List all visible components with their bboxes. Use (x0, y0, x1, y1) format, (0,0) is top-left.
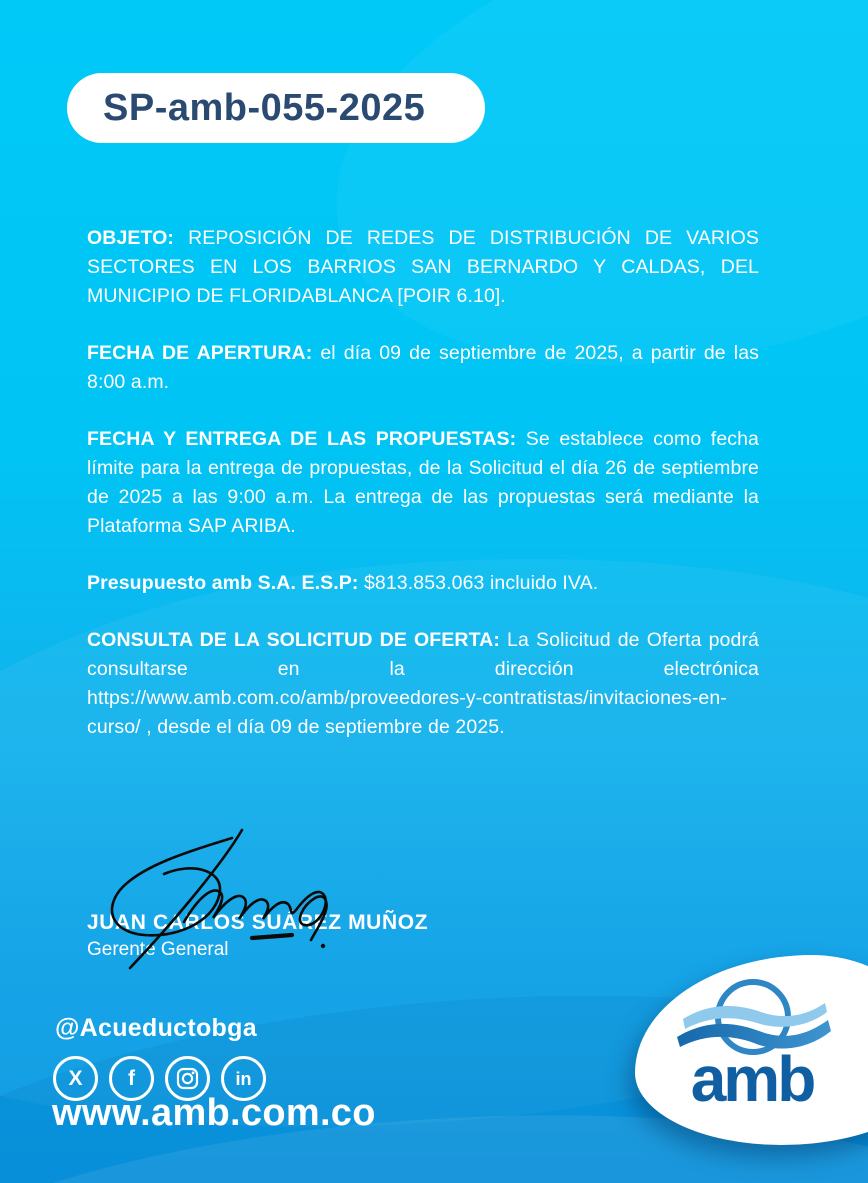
reference-badge (67, 73, 485, 143)
paragraph-label: FECHA DE APERTURA: (87, 342, 313, 364)
paragraph-label: Presupuesto amb S.A. E.S.P: (87, 572, 359, 594)
paragraph-text: La Solicitud de Oferta podrá consultarse en la dirección electrónica https://www.amb.com.co/amb/proveedores-y-contratistas/invitaciones-en-curso/ , desde el día 09 de septiembre de 2025. (87, 629, 759, 738)
paragraph-fecha-apertura (87, 339, 759, 397)
announcement-body (87, 224, 759, 770)
paragraph-text: el día 09 de septiembre de 2025, a partir de las 8:00 a.m. (87, 342, 759, 393)
amb-logo (663, 975, 841, 1115)
signatory-name: JUAN CARLOS SUÁREZ MUÑOZ (87, 911, 429, 934)
facebook-icon[interactable]: f (109, 1056, 154, 1101)
signature-image (80, 826, 330, 971)
paragraph-text: Se establece como fecha límite para la entrega de propuestas, de la Solicitud el día 26 de septiembre de 2025 a las 9:00 a.m. La entrega de las propuestas será mediante la Plataforma SAP ARIBA. (87, 428, 759, 537)
reference-number: SP-amb-055-2025 (103, 86, 426, 129)
linkedin-icon[interactable]: in (221, 1056, 266, 1101)
logo-text: amb (690, 1043, 814, 1115)
paragraph-label: CONSULTA DE LA SOLICITUD DE OFERTA: (87, 629, 500, 651)
paragraph-objeto (87, 224, 759, 311)
paragraph-label: OBJETO: (87, 227, 175, 249)
paragraph-presupuesto (87, 569, 759, 598)
paragraph-label: FECHA Y ENTREGA DE LAS PROPUESTAS: (87, 428, 517, 450)
logo-wave-light (683, 1003, 827, 1029)
paragraph-text: $813.853.063 incluido IVA. (363, 572, 599, 594)
paragraph-text: REPOSICIÓN DE REDES DE DISTRIBUCIÓN DE VARIOS SECTORES EN LOS BARRIOS SAN BERNARDO Y CALDAS, DEL MUNICIPIO DE FLORIDABLANCA [POIR 6.10]. (87, 227, 759, 307)
social-handle: @Acueductobga (55, 1014, 257, 1042)
signatory-title: Gerente General (87, 939, 229, 960)
paragraph-entrega-propuestas (87, 425, 759, 541)
paragraph-consulta-oferta (87, 626, 759, 742)
logo-blob (635, 955, 868, 1145)
x-icon[interactable]: X (53, 1056, 98, 1101)
website-url[interactable]: www.amb.com.co (52, 1092, 376, 1134)
instagram-glyph (176, 1067, 199, 1090)
